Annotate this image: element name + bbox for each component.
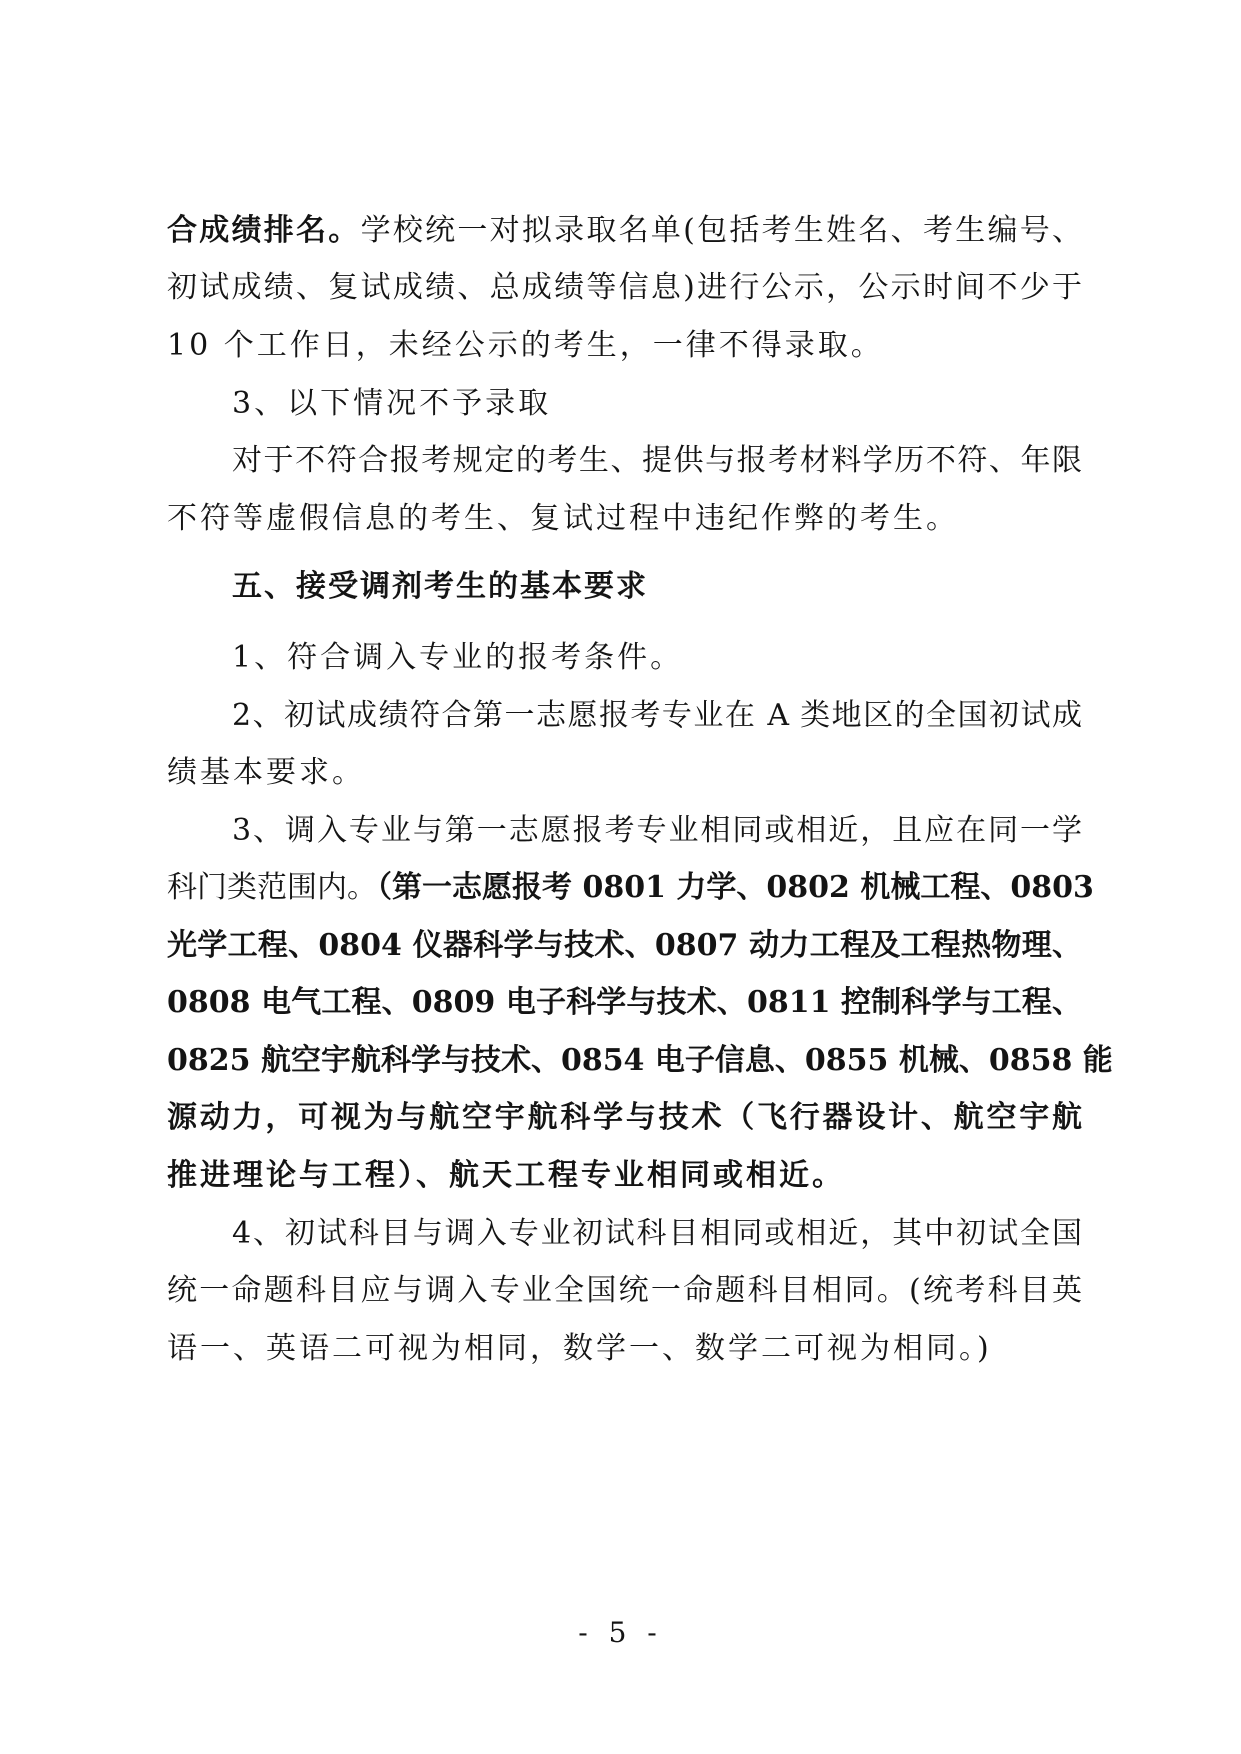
page-number: - 5 -: [578, 1616, 663, 1649]
text-run: 科门类范围内。: [167, 870, 377, 905]
text-run: 学校统一对拟录取名单(包括考生姓名、考生编号、: [360, 213, 1082, 248]
paragraph-line: 语一、英语二可视为相同，数学一、数学二可视为相同。): [167, 1331, 992, 1366]
list-item-heading: 3、以下情况不予录取: [232, 386, 552, 421]
paragraph-line: 光学工程、0804 仪器科学与技术、0807 动力工程及工程热物理、: [167, 928, 1082, 963]
bold-phrase: 合成绩排名。: [167, 213, 361, 248]
list-item: 2、初试成绩符合第一志愿报考专业在 A 类地区的全国初试成: [232, 698, 1082, 733]
paragraph-line: 0808 电气工程、0809 电子科学与技术、0811 控制科学与工程、: [167, 985, 1082, 1020]
paragraph-line: 0825 航空宇航科学与技术、0854 电子信息、0855 机械、0858 能: [167, 1043, 1113, 1078]
paragraph-line: 10 个工作日，未经公示的考生，一律不得录取。: [167, 328, 884, 363]
paragraph-line: 不符等虚假信息的考生、复试过程中违纪作弊的考生。: [167, 501, 959, 536]
paragraph-line: [167, 211, 1082, 251]
paragraph-line: 统一命题科目应与调入专业全国统一命题科目相同。(统考科目英: [167, 1273, 1082, 1308]
section-heading: 五、接受调剂考生的基本要求: [232, 569, 648, 604]
bold-phrase: （第一志愿报考 0801 力学、0802 机械工程、0803: [377, 870, 1094, 905]
paragraph-line: 绩基本要求。: [167, 755, 365, 790]
paragraph-line: 对于不符合报考规定的考生、提供与报考材料学历不符、年限: [232, 443, 1082, 478]
list-item: 4、初试科目与调入专业初试科目相同或相近，其中初试全国: [232, 1216, 1082, 1251]
list-item: 3、调入专业与第一志愿报考专业相同或相近，且应在同一学: [232, 813, 1082, 848]
paragraph-line: [167, 868, 1094, 908]
paragraph-line: 推进理论与工程）、航天工程专业相同或相近。: [167, 1158, 845, 1193]
paragraph-line: 初试成绩、复试成绩、总成绩等信息)进行公示，公示时间不少于: [167, 270, 1082, 305]
paragraph-line: 源动力，可视为与航空宇航科学与技术（飞行器设计、航空宇航: [167, 1100, 1082, 1135]
list-item: 1、符合调入专业的报考条件。: [232, 640, 684, 675]
